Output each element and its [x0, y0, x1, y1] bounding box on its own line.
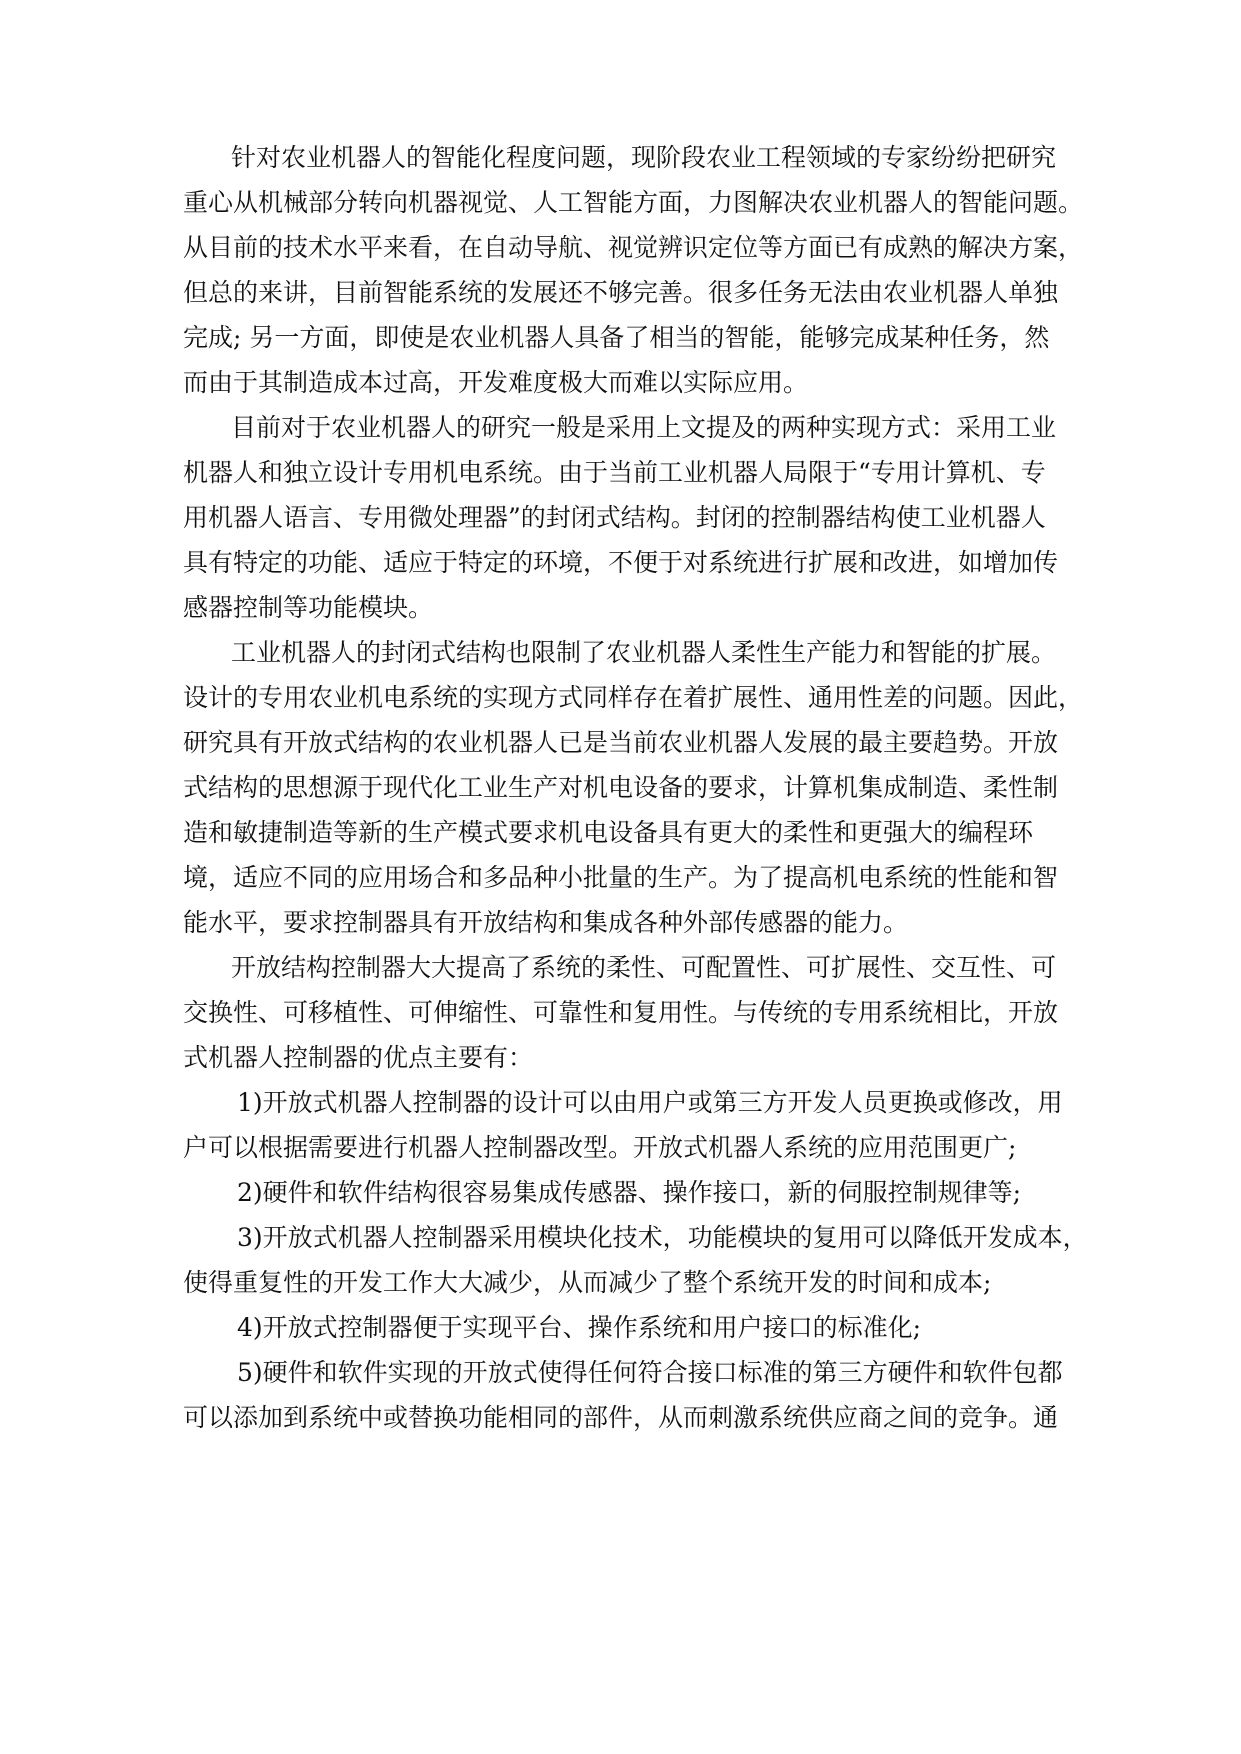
text-line: 从目前的技术水平来看，在自动导航、视觉辨识定位等方面已有成熟的解决方案， — [183, 233, 1084, 262]
list-item-line: 可以添加到系统中或替换功能相同的部件，从而刺激系统供应商之间的竞争。通 — [183, 1403, 1059, 1432]
text-line: 完成; 另一方面，即使是农业机器人具备了相当的智能，能够完成某种任务，然 — [183, 323, 1050, 352]
text-line: 具有特定的功能、适应于特定的环境，不便于对系统进行扩展和改进，如增加传 — [183, 548, 1059, 577]
text-line: 而由于其制造成本过高，开发难度极大而难以实际应用。 — [183, 368, 809, 397]
text-line: 目前对于农业机器人的研究一般是采用上文提及的两种实现方式：采用工业 — [231, 413, 1057, 442]
text-line: 用机器人语言、专用微处理器”的封闭式结构。封闭的控制器结构使工业机器人 — [183, 503, 1046, 532]
text-line: 开放结构控制器大大提高了系统的柔性、可配置性、可扩展性、交互性、可 — [231, 953, 1057, 982]
text-line: 感器控制等功能模块。 — [183, 593, 434, 622]
text-line: 式机器人控制器的优点主要有： — [183, 1043, 534, 1072]
list-item-line: 2)硬件和软件结构很容易集成传感器、操作接口，新的伺服控制规律等; — [237, 1178, 1022, 1207]
text-line: 能水平，要求控制器具有开放结构和集成各种外部传感器的能力。 — [183, 908, 909, 937]
text-line: 设计的专用农业机电系统的实现方式同样存在着扩展性、通用性差的问题。因此， — [183, 683, 1084, 712]
text-line: 但总的来讲，目前智能系统的发展还不够完善。很多任务无法由农业机器人单独 — [183, 278, 1059, 307]
text-line: 研究具有开放式结构的农业机器人已是当前农业机器人发展的最主要趋势。开放 — [183, 728, 1059, 757]
text-line: 交换性、可移植性、可伸缩性、可靠性和复用性。与传统的专用系统相比，开放 — [183, 998, 1059, 1027]
text-line: 重心从机械部分转向机器视觉、人工智能方面，力图解决农业机器人的智能问题。 — [183, 188, 1084, 217]
list-item-line: 1)开放式机器人控制器的设计可以由用户或第三方开发人员更换或修改，用 — [237, 1088, 1063, 1117]
list-item-line: 4)开放式控制器便于实现平台、操作系统和用户接口的标准化; — [237, 1313, 922, 1342]
text-line: 针对农业机器人的智能化程度问题，现阶段农业工程领域的专家纷纷把研究 — [231, 143, 1057, 172]
text-line: 式结构的思想源于现代化工业生产对机电设备的要求，计算机集成制造、柔性制 — [183, 773, 1059, 802]
list-item-line: 3)开放式机器人控制器采用模块化技术，功能模块的复用可以降低开发成本， — [237, 1223, 1088, 1252]
text-line: 工业机器人的封闭式结构也限制了农业机器人柔性生产能力和智能的扩展。 — [231, 638, 1057, 667]
text-line: 机器人和独立设计专用机电系统。由于当前工业机器人局限于“专用计算机、专 — [183, 458, 1046, 487]
text-line: 境，适应不同的应用场合和多品种小批量的生产。为了提高机电系统的性能和智 — [183, 863, 1059, 892]
list-item-line: 5)硬件和软件实现的开放式使得任何符合接口标准的第三方硬件和软件包都 — [237, 1358, 1063, 1387]
text-line: 造和敏捷制造等新的生产模式要求机电设备具有更大的柔性和更强大的编程环 — [183, 818, 1034, 847]
list-item-line: 户可以根据需要进行机器人控制器改型。开放式机器人系统的应用范围更广; — [183, 1133, 1017, 1162]
list-item-line: 使得重复性的开发工作大大减少，从而减少了整个系统开发的时间和成本; — [183, 1268, 992, 1297]
